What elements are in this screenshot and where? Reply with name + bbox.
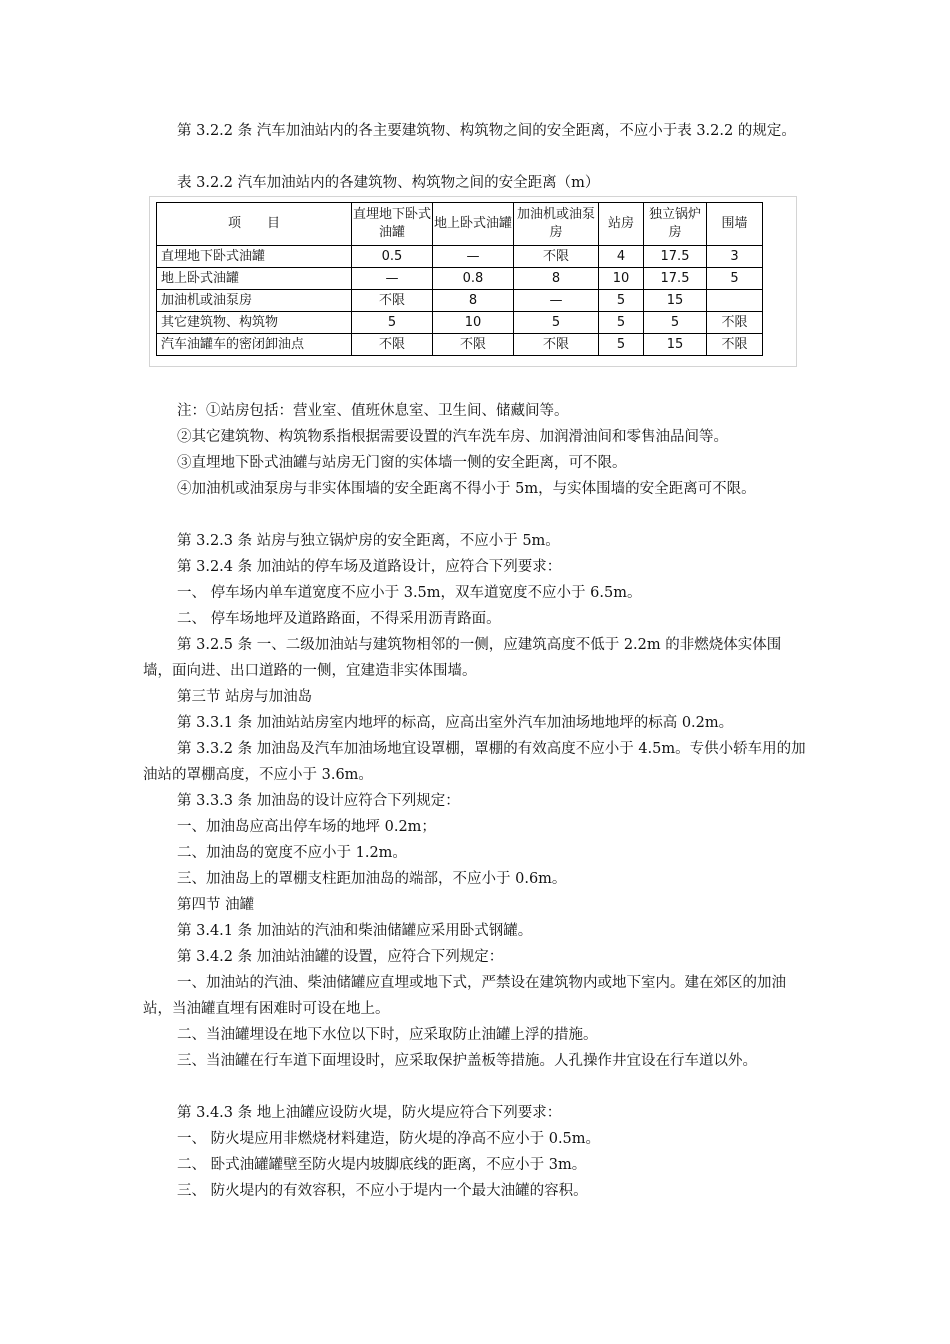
table-cell: 不限 <box>514 334 599 356</box>
section-4-heading: 第四节 油罐 <box>177 897 255 913</box>
article-3-4-2-item-1: 一、加油站的汽油、柴油储罐应直埋或地下式，严禁设在建筑物内或地下室内。建在郊区的加油站，当油罐直埋有困难时可设在地上。 <box>143 975 786 1017</box>
row-label: 地上卧式油罐 <box>157 268 352 290</box>
section-3-heading: 第三节 站房与加油岛 <box>177 689 313 705</box>
article-3-2-4-item-2: 二、 停车场地坪及道路路面，不得采用沥青路面。 <box>177 611 501 627</box>
table-cell: 15 <box>644 334 707 356</box>
table-cell: 8 <box>514 268 599 290</box>
row-label: 加油机或油泵房 <box>157 290 352 312</box>
article-3-2-5: 第 3.2.5 条 一、二级加油站与建筑物相邻的一侧，应建筑高度不低于 2.2m 的非燃烧体实体围墙，面向进、出口道路的一侧，宜建造非实体围墙。 <box>143 637 782 679</box>
table-row <box>157 312 763 334</box>
article-3-3-3: 第 3.3.3 条 加油岛的设计应符合下列规定： <box>177 793 460 809</box>
table-header-row <box>157 203 763 246</box>
table-cell: — <box>433 246 514 268</box>
article-3-4-3-item-2: 二、 卧式油罐罐壁至防火堤内坡脚底线的距离，不应小于 3m。 <box>177 1157 587 1173</box>
row-label: 汽车油罐车的密闭卸油点 <box>157 334 352 356</box>
table-cell: 5 <box>352 312 433 334</box>
note-3: ③直埋地下卧式油罐与站房无门窗的实体墙一侧的安全距离，可不限。 <box>177 455 627 471</box>
table-cell: 10 <box>433 312 514 334</box>
table-row <box>157 334 763 356</box>
table-cell: 5 <box>599 334 644 356</box>
table-cell: 不限 <box>352 334 433 356</box>
article-3-3-3-item-2: 二、加油岛的宽度不应小于 1.2m。 <box>177 845 407 861</box>
table-cell: — <box>352 268 433 290</box>
table-cell: 5 <box>644 312 707 334</box>
table-cell: — <box>514 290 599 312</box>
table-cell: 不限 <box>707 334 763 356</box>
row-label: 其它建筑物、构筑物 <box>157 312 352 334</box>
header-boiler-room: 独立锅炉房 <box>644 203 707 246</box>
table-row <box>157 246 763 268</box>
table-cell: 5 <box>599 290 644 312</box>
table-cell: 15 <box>644 290 707 312</box>
article-3-4-2-item-3: 三、当油罐在行车道下面埋设时，应采取保护盖板等措施。人孔操作井宜设在行车道以外。 <box>177 1053 757 1069</box>
article-3-3-1: 第 3.3.1 条 加油站站房室内地坪的标高，应高出室外汽车加油场地地坪的标高 0.2m。 <box>177 715 734 731</box>
table-cell: 不限 <box>707 312 763 334</box>
table-cell: 不限 <box>514 246 599 268</box>
header-buried-tank: 直埋地下卧式油罐 <box>352 203 433 246</box>
article-3-4-3: 第 3.4.3 条 地上油罐应设防火堤，防火堤应符合下列要求： <box>177 1105 562 1121</box>
article-3-4-1: 第 3.4.1 条 加油站的汽油和柴油储罐应采用卧式钢罐。 <box>177 923 533 939</box>
article-3-3-3-item-1: 一、加油岛应高出停车场的地坪 0.2m； <box>177 819 436 835</box>
header-above-ground-tank: 地上卧式油罐 <box>433 203 514 246</box>
table-cell: 不限 <box>352 290 433 312</box>
article-3-2-4-item-1: 一、 停车场内单车道宽度不应小于 3.5m，双车道宽度不应小于 6.5m。 <box>177 585 642 601</box>
article-3-4-3-item-1: 一、 防火堤应用非燃烧材料建造，防火堤的净高不应小于 0.5m。 <box>177 1131 601 1147</box>
table-cell: 10 <box>599 268 644 290</box>
table-cell: 3 <box>707 246 763 268</box>
table-row <box>157 290 763 312</box>
table-cell: 4 <box>599 246 644 268</box>
table-cell: 5 <box>514 312 599 334</box>
article-3-4-3-item-3: 三、 防火堤内的有效容积，不应小于堤内一个最大油罐的容积。 <box>177 1183 588 1199</box>
header-item: 项 目 <box>157 203 352 246</box>
header-station-house: 站房 <box>599 203 644 246</box>
article-3-2-2: 第 3.2.2 条 汽车加油站内的各主要建筑物、构筑物之间的安全距离，不应小于表 3.2.2 的规定。 <box>177 123 796 139</box>
header-dispenser-pump-room: 加油机或油泵房 <box>514 203 599 246</box>
header-fence-wall: 围墙 <box>707 203 763 246</box>
note-1: 注：①站房包括：营业室、值班休息室、卫生间、储藏间等。 <box>177 403 569 419</box>
table-cell: 0.8 <box>433 268 514 290</box>
note-4: ④加油机或油泵房与非实体围墙的安全距离不得小于 5m，与实体围墙的安全距离可不限。 <box>177 481 756 497</box>
table-cell: 8 <box>433 290 514 312</box>
table-row <box>157 268 763 290</box>
article-3-4-2-item-2: 二、当油罐埋设在地下水位以下时，应采取防止油罐上浮的措施。 <box>177 1027 598 1043</box>
article-3-2-4: 第 3.2.4 条 加油站的停车场及道路设计，应符合下列要求： <box>177 559 562 575</box>
table-cell: 不限 <box>433 334 514 356</box>
safety-distance-table <box>156 202 763 356</box>
article-3-4-2: 第 3.4.2 条 加油站油罐的设置，应符合下列规定： <box>177 949 504 965</box>
table-cell: 17.5 <box>644 268 707 290</box>
article-3-2-3: 第 3.2.3 条 站房与独立锅炉房的安全距离，不应小于 5m。 <box>177 533 560 549</box>
article-3-3-3-item-3: 三、加油岛上的罩棚支柱距加油岛的端部，不应小于 0.6m。 <box>177 871 567 887</box>
table-caption: 表 3.2.2 汽车加油站内的各建筑物、构筑物之间的安全距离（m） <box>177 175 600 191</box>
table-cell: 0.5 <box>352 246 433 268</box>
row-label: 直埋地下卧式油罐 <box>157 246 352 268</box>
article-3-3-2: 第 3.3.2 条 加油岛及汽车加油场地宜设罩棚，罩棚的有效高度不应小于 4.5m。专供小轿车用的加油站的罩棚高度，不应小于 3.6m。 <box>143 741 806 783</box>
table-cell <box>707 290 763 312</box>
table-cell: 5 <box>599 312 644 334</box>
table-cell: 5 <box>707 268 763 290</box>
table-cell: 17.5 <box>644 246 707 268</box>
note-2: ②其它建筑物、构筑物系指根据需要设置的汽车洗车房、加润滑油间和零售油品间等。 <box>177 429 728 445</box>
